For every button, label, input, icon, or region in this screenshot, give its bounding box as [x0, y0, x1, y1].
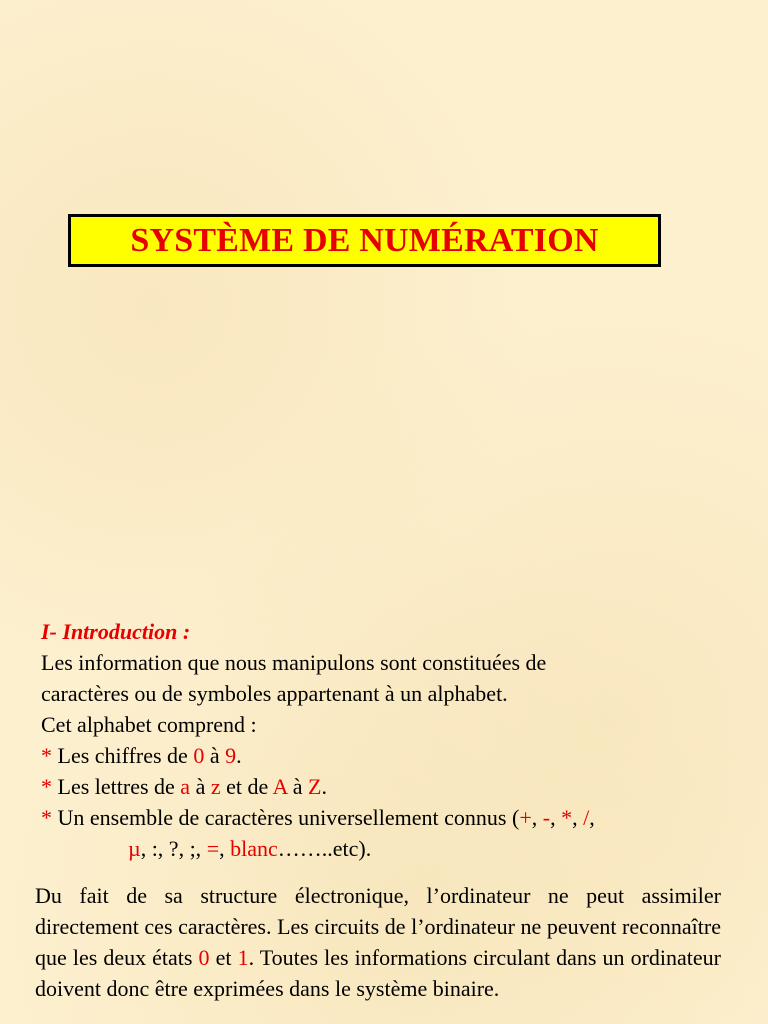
symbol-mu: µ [128, 836, 141, 861]
introduction-section [41, 616, 741, 864]
symbol-minus: - [542, 805, 551, 830]
letters-tail: . [321, 774, 327, 799]
section-heading: I- Introduction : [41, 619, 191, 644]
list-item-digits [41, 740, 741, 771]
intro-line-3: Cet alphabet comprend : [41, 712, 257, 737]
digits-mid: à [204, 743, 226, 768]
bullet-star: * [41, 774, 52, 799]
letters-text: Les lettres de [52, 774, 181, 799]
title-box [68, 214, 661, 267]
symbols-tail: ……..etc). [277, 836, 372, 861]
symbol-slash: / [583, 805, 590, 830]
letter-A: A [272, 774, 288, 799]
intro-line-2: caractères ou de symboles appartenant à un alphabet. [41, 681, 508, 706]
list-item-letters [41, 771, 741, 802]
symbols-sep-2: , [550, 805, 562, 830]
bullet-star: * [41, 805, 52, 830]
list-item-symbols-continued [41, 833, 741, 864]
symbols-sep-5: , :, ?, ;, [140, 836, 207, 861]
digit-start: 0 [193, 743, 205, 768]
letters-mid-3: à [287, 774, 308, 799]
digit-end: 9 [225, 743, 237, 768]
letter-Z: Z [307, 774, 322, 799]
letter-a: a [180, 774, 191, 799]
binary-paragraph [35, 880, 721, 1004]
binary-one: 1 [237, 945, 249, 970]
intro-line-1: Les information que nous manipulons sont constituées de [41, 650, 547, 675]
letters-mid-2: et de [220, 774, 273, 799]
symbols-sep-3: , [572, 805, 584, 830]
letters-mid-1: à [190, 774, 211, 799]
letter-z: z [210, 774, 221, 799]
digits-text: Les chiffres de [52, 743, 194, 768]
symbol-star: * [561, 805, 573, 830]
symbols-sep-6: , [219, 836, 231, 861]
paragraph-part-2: . Toutes les informations circulant dans un ordinateur doivent donc être exprimées dans le système binaire. [35, 945, 721, 1001]
symbol-plus: + [519, 805, 532, 830]
bullet-star: * [41, 743, 52, 768]
digits-tail: . [236, 743, 242, 768]
page-title: SYSTÈME DE NUMÉRATION [130, 221, 599, 259]
symbols-text: Un ensemble de caractères universellement connus ( [52, 805, 520, 830]
symbols-sep-4: , [589, 805, 595, 830]
symbol-equals: = [206, 836, 220, 861]
symbol-blanc: blanc [230, 836, 278, 861]
binary-zero: 0 [198, 945, 210, 970]
symbols-sep-1: , [531, 805, 543, 830]
paragraph-and: et [209, 945, 238, 970]
list-item-symbols [41, 802, 741, 833]
paragraph-part-1: Du fait de sa structure électronique, l’ordinateur ne peut assimiler directement ces caractères. Les circuits de l’ordinateur ne peuvent reconnaître que les deux états [35, 883, 721, 970]
